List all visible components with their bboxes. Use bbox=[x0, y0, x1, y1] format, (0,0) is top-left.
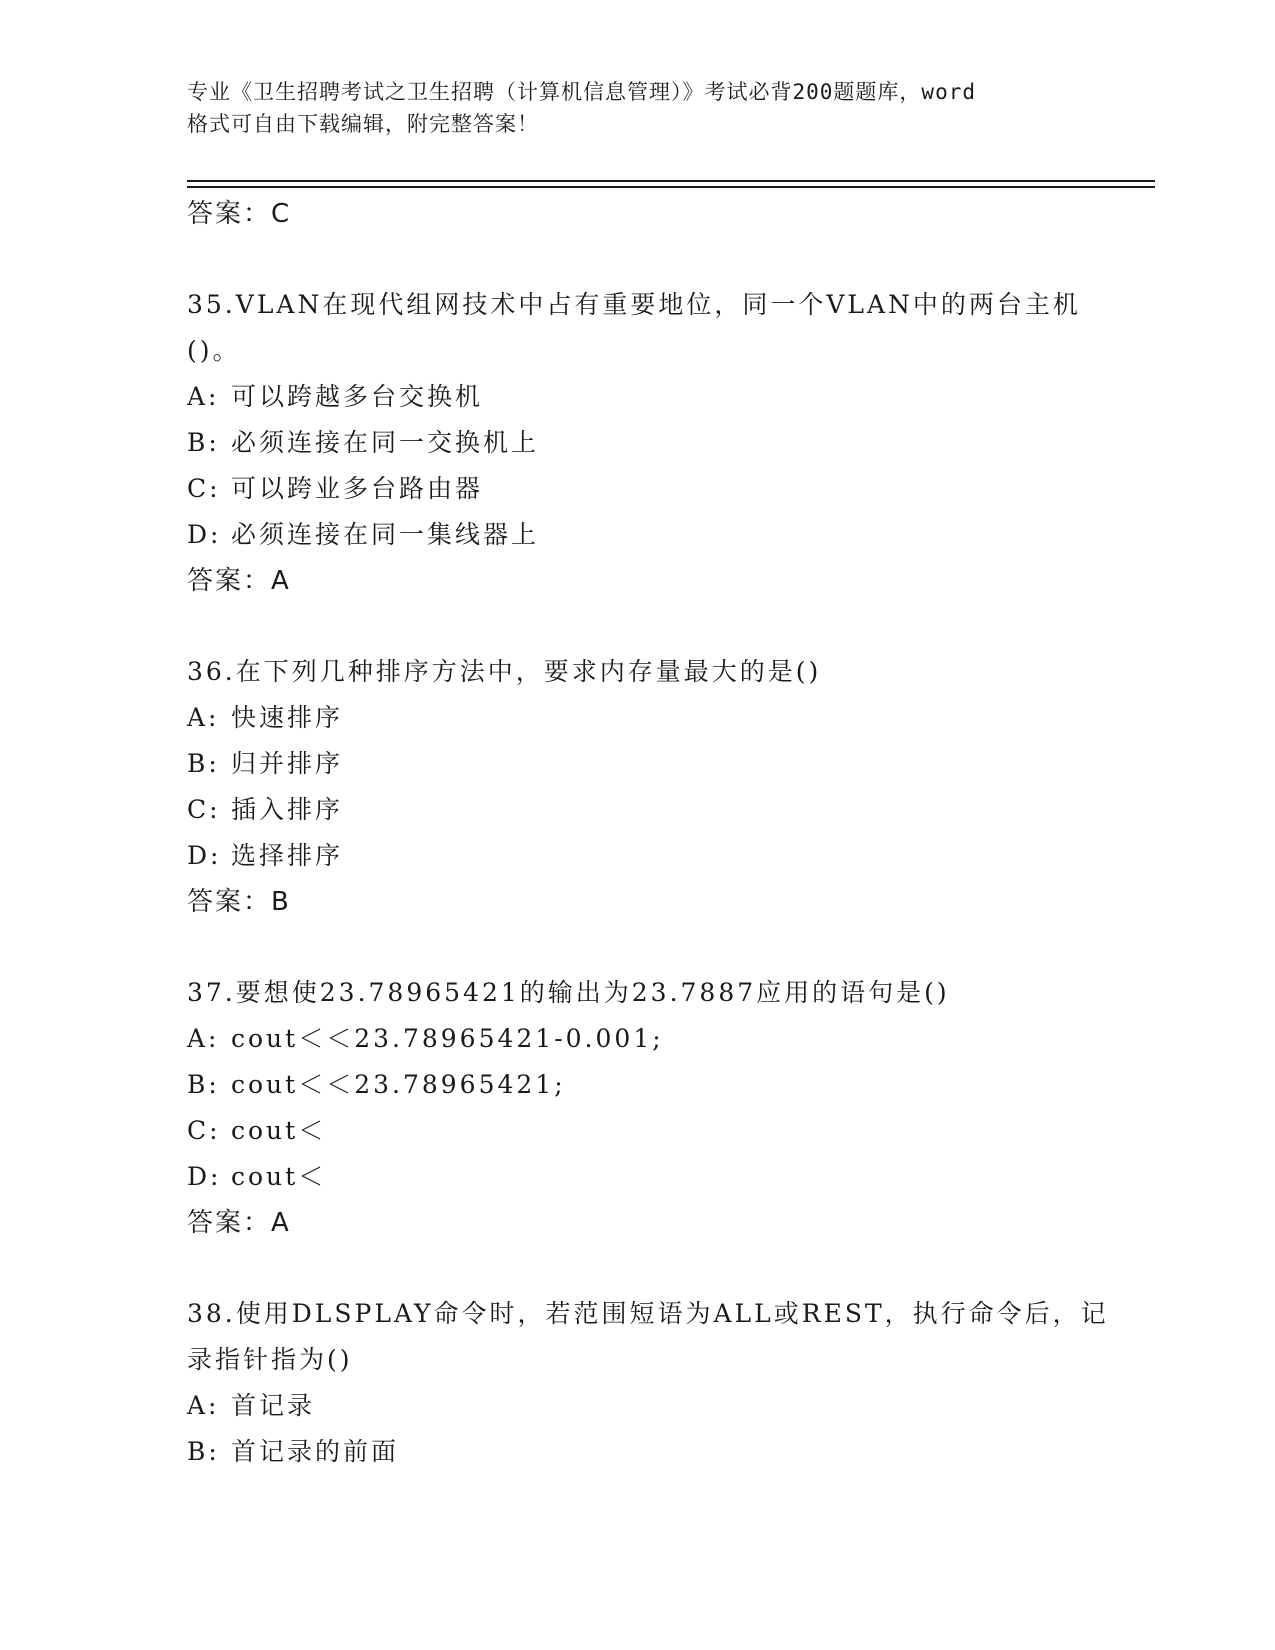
answer-key: 答案：A bbox=[187, 566, 291, 596]
option-text: 必须连接在同一集线器上 bbox=[231, 520, 540, 549]
option-c bbox=[187, 466, 1107, 512]
option-a bbox=[187, 695, 1107, 741]
question-stem: 36.在下列几种排序方法中，要求内存量最大的是() bbox=[187, 657, 822, 686]
option-text: 插入排序 bbox=[231, 795, 344, 824]
option-c bbox=[187, 1108, 1107, 1154]
option-text: cout＜＜23.78965421-0.001; bbox=[231, 1024, 664, 1053]
question-37 bbox=[187, 970, 1107, 1246]
header-rule-top bbox=[187, 180, 1155, 182]
option-text: 首记录 bbox=[231, 1391, 316, 1420]
question-stem: 35.VLAN在现代组网技术中占有重要地位，同一个VLAN中的两台主机 bbox=[187, 290, 1081, 319]
question-38 bbox=[187, 1291, 1107, 1475]
answer-key: 答案：A bbox=[187, 1208, 291, 1238]
option-c bbox=[187, 787, 1107, 833]
option-b bbox=[187, 420, 1107, 466]
question-35 bbox=[187, 282, 1107, 604]
option-text: 可以跨业多台路由器 bbox=[231, 474, 484, 503]
option-label: D: bbox=[187, 841, 222, 870]
option-a bbox=[187, 1016, 1107, 1062]
option-text: 归并排序 bbox=[231, 749, 344, 778]
option-text: cout＜ bbox=[231, 1116, 327, 1145]
option-label: C: bbox=[187, 1116, 221, 1145]
answer-key: 答案：B bbox=[187, 887, 291, 917]
option-label: A: bbox=[187, 1391, 220, 1420]
option-d bbox=[187, 833, 1107, 879]
option-b bbox=[187, 1429, 1107, 1475]
option-label: B: bbox=[187, 428, 220, 457]
option-text: 快速排序 bbox=[231, 703, 344, 732]
question-36 bbox=[187, 649, 1107, 925]
option-label: B: bbox=[187, 749, 220, 778]
header-rule-bottom bbox=[187, 186, 1155, 188]
option-a bbox=[187, 374, 1107, 420]
option-text: 可以跨越多台交换机 bbox=[231, 382, 484, 411]
option-a bbox=[187, 1383, 1107, 1429]
header-line-1: 专业《卫生招聘考试之卫生招聘（计算机信息管理）》考试必背200题题库，word bbox=[187, 80, 976, 104]
header-line-2: 格式可自由下载编辑，附完整答案！ bbox=[187, 112, 539, 136]
option-label: C: bbox=[187, 795, 221, 824]
option-label: A: bbox=[187, 703, 220, 732]
question-stem: 录指针指为() bbox=[187, 1345, 353, 1374]
question-stem: 37.要想使23.78965421的输出为23.7887应用的语句是() bbox=[187, 978, 950, 1007]
option-label: D: bbox=[187, 520, 222, 549]
question-list bbox=[187, 191, 1107, 1475]
option-label: B: bbox=[187, 1437, 220, 1466]
option-d bbox=[187, 1154, 1107, 1200]
option-text: 选择排序 bbox=[231, 841, 344, 870]
option-label: A: bbox=[187, 1024, 220, 1053]
option-text: cout＜＜23.78965421; bbox=[231, 1070, 566, 1099]
option-text: cout＜ bbox=[231, 1162, 327, 1191]
option-text: 首记录的前面 bbox=[231, 1437, 400, 1466]
option-label: B: bbox=[187, 1070, 220, 1099]
question-stem: 38.使用DLSPLAY命令时，若范围短语为ALL或REST，执行命令后，记 bbox=[187, 1299, 1109, 1328]
option-b bbox=[187, 741, 1107, 787]
option-label: A: bbox=[187, 382, 220, 411]
question-stem: ()。 bbox=[187, 336, 241, 365]
option-label: C: bbox=[187, 474, 221, 503]
previous-answer: 答案：C bbox=[187, 199, 292, 229]
option-text: 必须连接在同一交换机上 bbox=[231, 428, 540, 457]
document-header bbox=[187, 76, 1087, 140]
option-label: D: bbox=[187, 1162, 222, 1191]
option-d bbox=[187, 512, 1107, 558]
option-b bbox=[187, 1062, 1107, 1108]
